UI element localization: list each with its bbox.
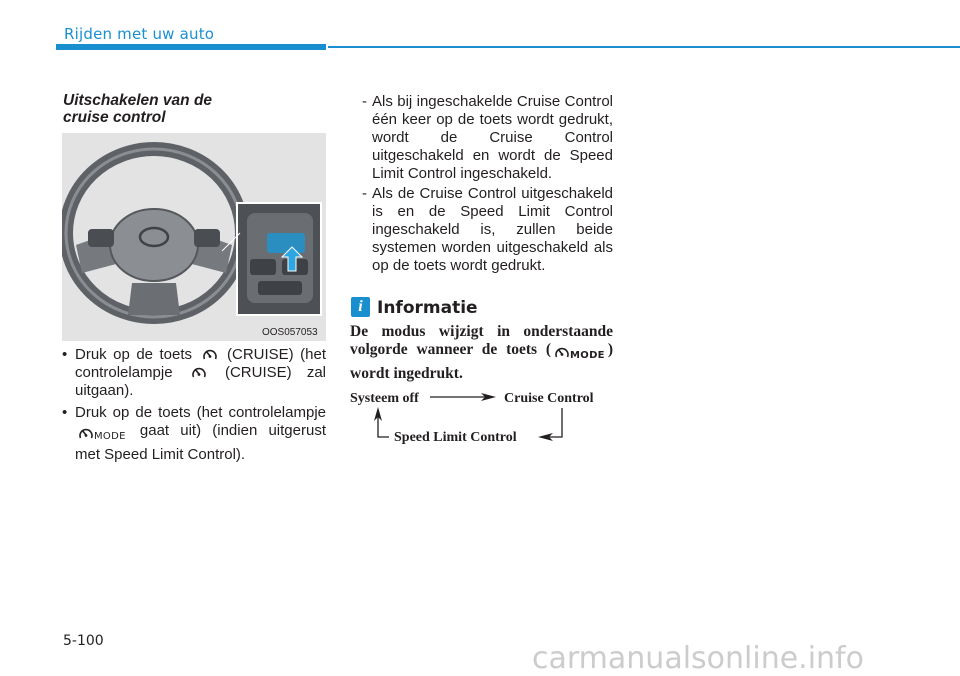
watermark: carmanualsonline.info — [532, 641, 864, 676]
cruise-speedometer-icon — [202, 347, 218, 363]
bullet-1-text-a: Druk op de toets — [75, 346, 193, 363]
dash-item-2 — [360, 185, 613, 275]
bullet-2-text-a: Druk op de toets (het controlelampje — [75, 404, 326, 421]
bullet-item-1 — [62, 346, 326, 400]
flow-state-cruise-control: Cruise Control — [504, 391, 594, 406]
info-text-after: ) wordt ingedrukt. — [350, 341, 613, 382]
steering-wheel-photo — [62, 133, 326, 341]
cruise-indicator-icon — [191, 365, 207, 381]
section-title: Rijden met uw auto — [64, 25, 215, 43]
heading-line-2: cruise control — [63, 109, 166, 126]
flow-arrow-speed-to-off — [378, 416, 389, 437]
section-heading — [63, 92, 323, 126]
info-title: Informatie — [377, 298, 478, 318]
dash-2-text: Als de Cruise Control uitgeschakeld is en de Speed Limit Control ingeschakeld is, zullen beide systemen worden uitgeschakeld als op de toets wordt gedrukt. — [372, 185, 613, 274]
dash-list — [360, 93, 613, 277]
flow-state-systeem-off: Systeem off — [350, 391, 419, 406]
flow-state-speed-limit-control: Speed Limit Control — [394, 430, 517, 445]
bullet-2-text-b: gaat uit) (indien uitgerust met Speed Limit Control). — [75, 422, 326, 463]
mode-label: MODE — [570, 350, 605, 361]
info-icon: i — [351, 297, 370, 317]
heading-line-1: Uitschakelen van de — [63, 92, 213, 109]
info-text — [350, 323, 613, 383]
header-rule-thick — [56, 44, 326, 50]
mode-speedometer-icon — [78, 426, 126, 446]
dash-marker: - — [362, 93, 367, 110]
dash-item-1 — [360, 93, 613, 183]
mode-speedometer-icon — [554, 345, 605, 365]
dash-1-text: Als bij ingeschakelde Cruise Control één keer op de toets wordt gedrukt, wordt de Cruise Control uitgeschakeld en wordt de Speed Limit Control ingeschakeld. — [372, 93, 613, 182]
header-rule-thin — [328, 46, 960, 48]
mode-label: MODE — [94, 431, 126, 442]
bullet-list — [62, 346, 326, 468]
bullet-dot: • — [62, 346, 68, 363]
bullet-item-2 — [62, 404, 326, 464]
bullet-dot: • — [62, 404, 68, 421]
info-text-before: De modus wijzigt in onderstaande volgorde wanneer de toets ( — [350, 323, 613, 358]
bullet-1-text-b: (CRUISE) (het controlelampje — [75, 346, 327, 381]
bullet-1-text-c: (CRUISE) zal uitgaan). — [75, 364, 327, 399]
page-number: 5-100 — [63, 633, 104, 649]
figure-code: OOS057053 — [262, 327, 318, 338]
mode-flow-diagram — [340, 380, 630, 450]
dash-marker: - — [362, 185, 367, 202]
flow-arrow-cruise-to-speed — [547, 408, 562, 437]
